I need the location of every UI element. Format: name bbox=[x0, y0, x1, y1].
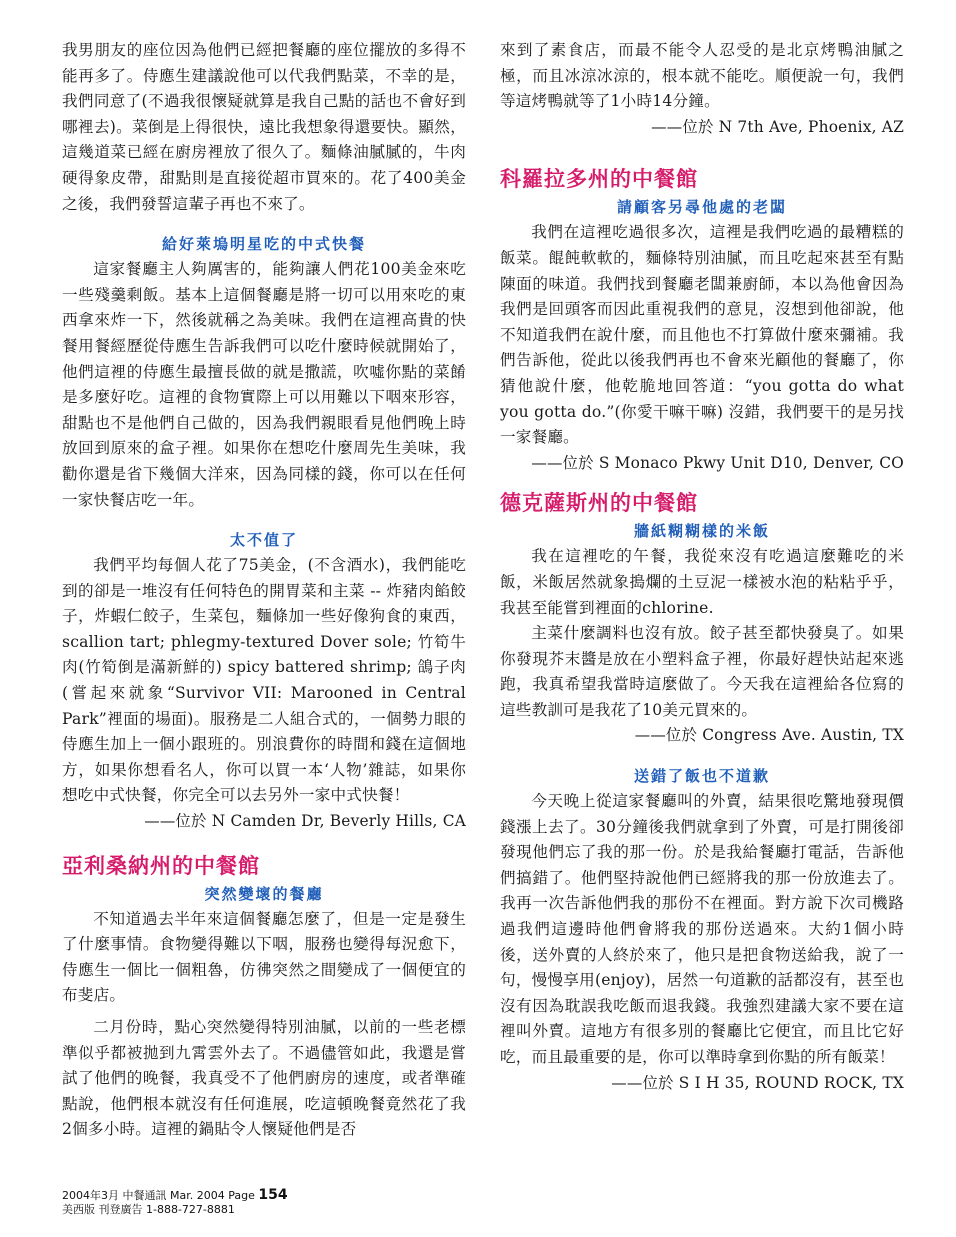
review5-paragraph-1: 我在這裡吃的午餐，我從來沒有吃過這麼難吃的米飯，米飯居然就象搗爛的土豆泥一樣被水泡的粘粘乎乎，我甚至能嘗到裡面的chlorine. bbox=[500, 547, 904, 617]
right-column bbox=[500, 38, 904, 1096]
review4-body: 我們在這裡吃過很多次，這裡是我們吃過的最糟糕的飯菜。餛飩軟軟的，麵條特別油膩，而且吃起來甚至有點陳面的味道。我們找到餐廳老闆兼廚師，本以為他會因為我們是回頭客而因此重視我們的意見，沒想到他卻說，他不知道我們在說什麼，而且他也不打算做什麼來彌補。我們告訴他，從此以後我們再也不會來光顧他的餐廳了，你猜他說什麼，他乾脆地回答道：“you gotta do what you gotta do.”(你愛干嘛干嘛) 沒錯，我們要干的是另找一家餐廳。 bbox=[500, 223, 904, 447]
footer-line-2 bbox=[62, 1203, 288, 1217]
review2-body: 我們平均每個人花了75美金，(不含酒水)，我們能吃到的卻是一堆沒有任何特色的開胃菜和主菜 -- 炸豬肉餡餃子，炸蝦仁餃子，生菜包，麵條加一些好像狗食的東西，scallion tart; phlegmy-textured Dover sole; 竹筍牛肉(竹筍倒是滿新鮮的) spicy battered shrimp; 鴿子肉(嘗起來就象“Survivor VII: Marooned in Central Park”裡面的場面)。服務是二人組合式的，一個勢力眼的侍應生加上一個小跟班的。別浪費你的時間和錢在這個地方，如果你想看名人，你可以買一本‘人物’雜誌，如果你想吃中式快餐，你完全可以去另外一家中式快餐！ bbox=[62, 556, 466, 805]
intro-paragraph: 我男朋友的座位因為他們已經把餐廳的座位擺放的多得不能再多了。侍應生建議說他可以代我們點菜，不幸的是，我們同意了(不過我很懷疑就算是我自己點的話也不會好到哪裡去)。菜倒是上得很快，遠比我想象得還要快。顯然，這幾道菜已經在廚房裡放了很久了。麵條油膩膩的，牛肉硬得象皮帶，甜點則是直接從超市買來的。花了400美金之後，我們發誓這輩子再也不來了。 bbox=[62, 41, 466, 213]
review3-title: 突然變壞的餐廳 bbox=[204, 884, 324, 903]
footer-line-1 bbox=[62, 1188, 288, 1203]
review5-paragraph-2: 主菜什麼調料也沒有放。餃子甚至都快發臭了。如果你發現芥末醬是放在小塑料盒子裡，你最好趕快站起來逃跑，我真希望我當時這麼做了。今天我在這裡給各位寫的這些教訓可是我花了10美元買來的。 bbox=[500, 624, 904, 719]
review3-paragraph-1: 不知道過去半年來這個餐廳怎麼了，但是一定是發生了什麼事情。食物變得難以下咽，服務也變得每況愈下，侍應生一個比一個粗魯，仿彿突然之間變成了一個便宜的布斐店。 bbox=[62, 909, 466, 1005]
footer-edition: 美西版 刊登廣告 bbox=[62, 1203, 143, 1216]
continued-location: ——位於 N 7th Ave, Phoenix, AZ bbox=[651, 117, 904, 136]
region-heading-colorado: 科羅拉多州的中餐館 bbox=[500, 167, 698, 192]
review4-location: ——位於 S Monaco Pkwy Unit D10, Denver, CO bbox=[531, 453, 904, 472]
footer-phone: 1-888-727-8881 bbox=[146, 1203, 235, 1216]
continued-paragraph: 來到了素食店，而最不能令人忍受的是北京烤鴨油膩之極，而且冰涼冰涼的，根本就不能吃。順便說一句，我們等這烤鴨就等了1小時14分鐘。 bbox=[500, 41, 904, 111]
region-heading-arizona: 亞利桑納州的中餐館 bbox=[62, 853, 260, 878]
review6-body: 今天晚上從這家餐廳叫的外賣，結果很吃驚地發現價錢漲上去了。30分鐘後我們就拿到了外賣，可是打開後卻發現他們忘了我的那一份。於是我給餐廳打電話，告訴他們搞錯了。他們堅持說他們已經將我的那一份放進去了。我再一次告訴他們我的那份不在裡面。對方說下次司機路過我們這邊時他們會將我的那份送過來。大約1個小時後，送外賣的人終於來了，他只是把食物送給我，說了一句，慢慢享用(enjoy)，居然一句道歉的話都沒有，甚至也沒有因為耽誤我吃飯而退我錢。我強烈建議大家不要在這裡叫外賣。這地方有很多別的餐廳比它便宜，而且比它好吃，而且最重要的是，你可以準時拿到你點的所有飯菜！ bbox=[500, 792, 904, 1066]
review3-paragraph-2: 二月份時，點心突然變得特別油膩，以前的一些老標準似乎都被拋到九霄雲外去了。不過儘管如此，我還是嘗試了他們的晚餐，我真受不了他們廚房的速度，或者準確點說，他們根本就沒有任何進展，吃這頓晚餐竟然花了我2個多小時。這裡的鍋貼令人懷疑他們是否 bbox=[62, 1018, 466, 1139]
region-heading-texas: 德克薩斯州的中餐館 bbox=[500, 491, 698, 516]
review2-location: ——位於 N Camden Dr, Beverly Hills, CA bbox=[144, 812, 466, 831]
review2-title: 太不值了 bbox=[229, 531, 298, 550]
review6-location: ——位於 S I H 35, ROUND ROCK, TX bbox=[611, 1073, 904, 1092]
page-footer bbox=[62, 1188, 288, 1217]
footer-page-number: 154 bbox=[258, 1187, 288, 1203]
footer-date-en: Mar. 2004 bbox=[170, 1189, 225, 1202]
footer-date-cn: 2004年3月 中餐通訊 bbox=[62, 1189, 167, 1202]
review5-location: ——位於 Congress Ave. Austin, TX bbox=[634, 726, 904, 745]
review5-title: 牆紙糊糊樣的米飯 bbox=[633, 522, 770, 541]
footer-page-label: Page bbox=[228, 1189, 255, 1202]
review1-title: 給好萊塢明星吃的中式快餐 bbox=[161, 235, 366, 254]
review6-title: 送錯了飯也不道歉 bbox=[633, 767, 770, 786]
left-column bbox=[62, 38, 466, 1143]
review1-body: 這家餐廳主人夠厲害的，能夠讓人們花100美金來吃一些殘羹剩飯。基本上這個餐廳是將一切可以用來吃的東西拿來炸一下，然後就稱之為美味。我們在這裡高貴的快餐用餐經歷從侍應生告訴我們可以吃什麼時候就開始了，他們這裡的侍應生最擅長做的就是撒謊，吹噓你點的菜餚是多麼好吃。這裡的食物實際上可以用難以下咽來形容，甜點也不是他們自己做的，因為我們親眼看見他們晚上時放回到原來的盒子裡。如果你在想吃什麼周先生美味，我勸你還是省下幾個大洋來，因為同樣的錢，你可以在任何一家快餐店吃一年。 bbox=[62, 260, 466, 509]
review4-title: 請顧客另尋他處的老闆 bbox=[616, 198, 787, 217]
